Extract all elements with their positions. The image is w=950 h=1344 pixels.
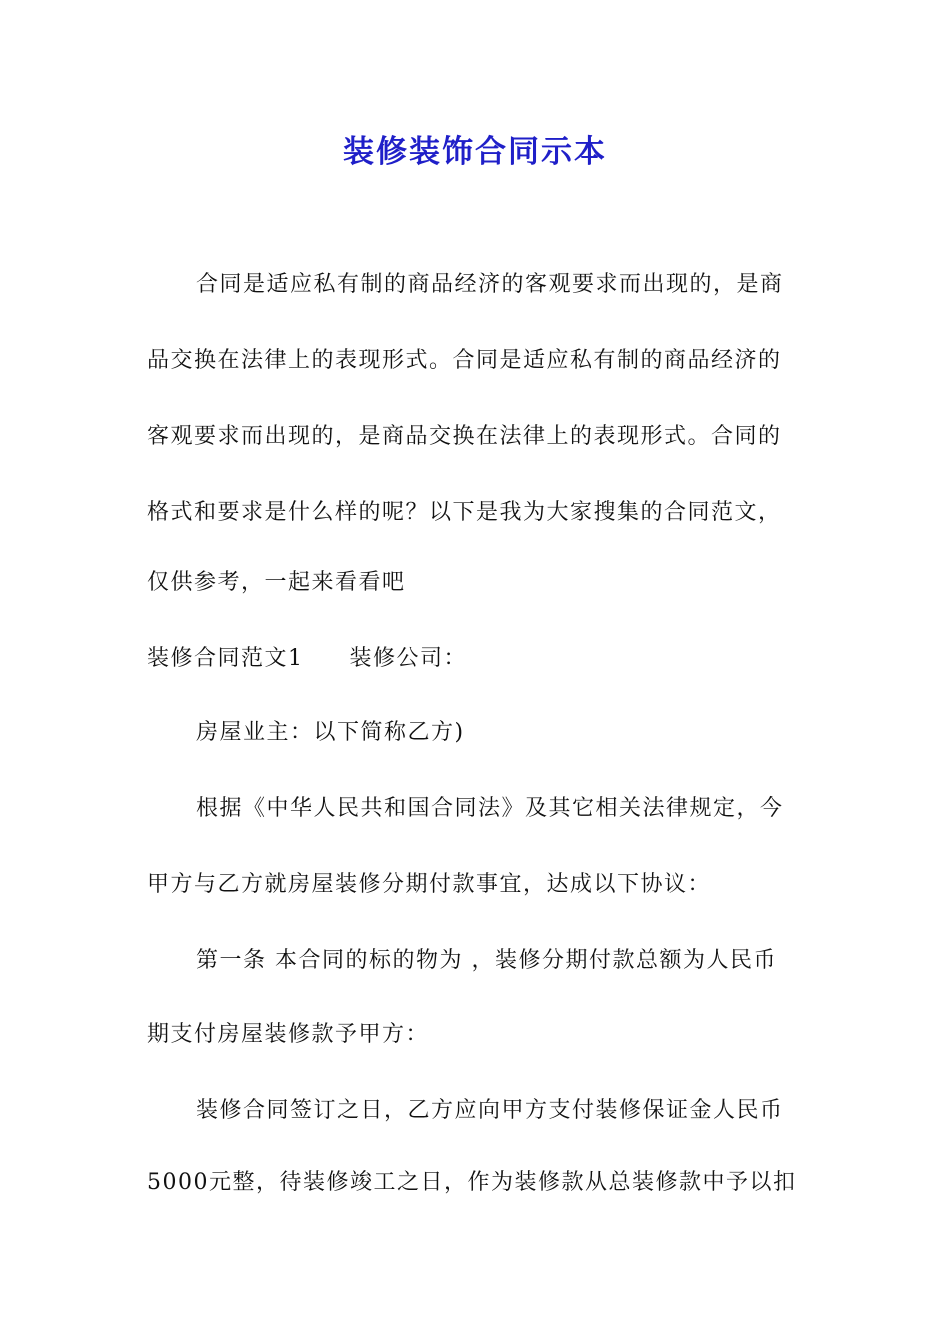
paragraph-line: 期支付房屋装修款予甲方： — [147, 1022, 430, 1047]
paragraph-line: 装修合同签订之日，乙方应向甲方支付装修保证金人民币 — [196, 1098, 784, 1123]
paragraph-line: 仅供参考，一起来看看吧 — [147, 570, 406, 595]
section-heading: 装修合同范文1 — [147, 646, 304, 671]
paragraph-line: 房屋业主：以下简称乙方) — [196, 720, 465, 745]
company-label: 装修公司： — [349, 646, 468, 671]
section-heading-line — [147, 642, 807, 676]
paragraph-line: 合同是适应私有制的商品经济的客观要求而出现的，是商 — [196, 272, 784, 297]
paragraph-line: 甲方与乙方就房屋装修分期付款事宜，达成以下协议： — [147, 872, 712, 897]
paragraph-line: 根据《中华人民共和国合同法》及其它相关法律规定，今 — [196, 796, 784, 821]
document-title: 装修装饰合同示本 — [343, 134, 607, 170]
paragraph-line: 品交换在法律上的表现形式。合同是适应私有制的商品经济的 — [147, 348, 782, 373]
paragraph-line: 格式和要求是什么样的呢？以下是我为大家搜集的合同范文， — [147, 500, 782, 525]
paragraph-line: 第一条 本合同的标的物为 ，装修分期付款总额为人民币 — [196, 948, 777, 973]
paragraph-line: 客观要求而出现的，是商品交换在法律上的表现形式。合同的 — [147, 424, 782, 449]
paragraph-line: 5000元整，待装修竣工之日，作为装修款从总装修款中予以扣 — [147, 1170, 797, 1195]
